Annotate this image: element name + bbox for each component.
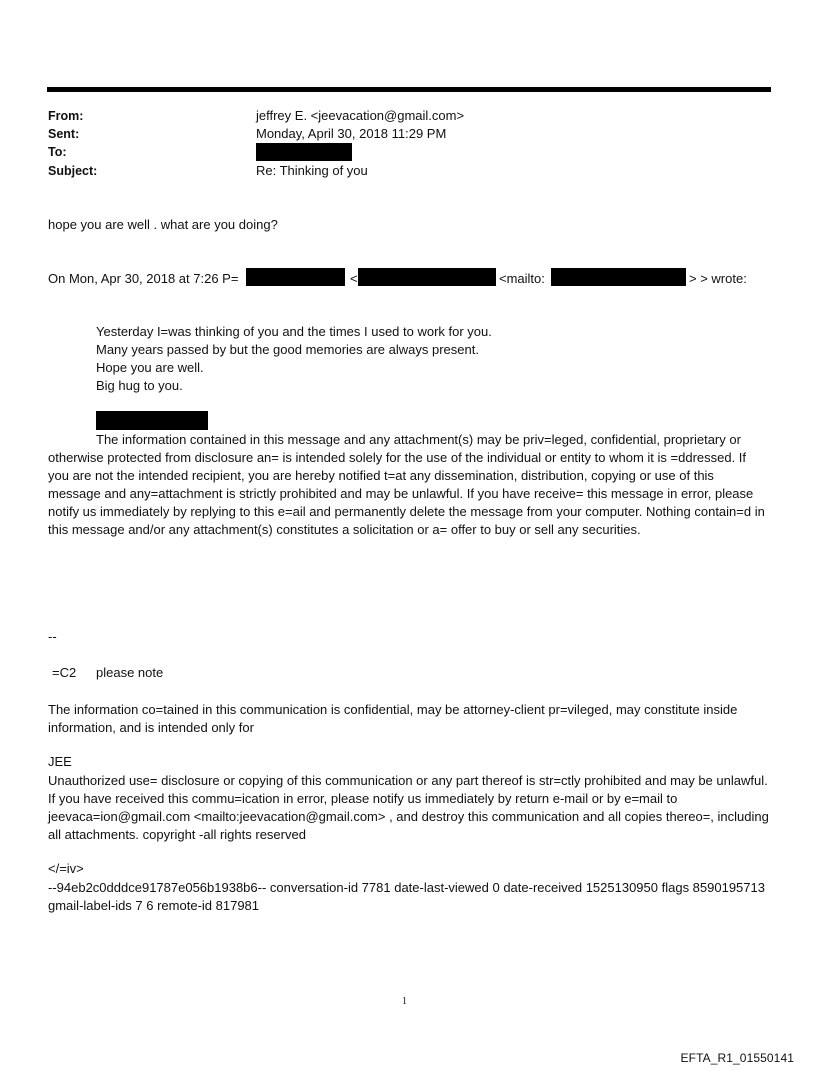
jee-text: JEE: [48, 754, 72, 769]
disclaimer-paragraph: The information contained in this message and any attachment(s) may be priv=leged, confidential, proprietary or otherwise protected from disclosure an= is intended solely for the use of the individual or entity to whom it is =ddressed. If you are not the intended recipient, you are hereby notified t=at any dissemination, distribution, copying or use of this message and any=attachment is strictly prohibited and may be unlawful. If you have receive= this message in error, please notify us immediately by replying to this e=ail and permanently delete the message from your computer. Nothing contain=d in this message and/or any attachment(s) constitutes a solicitation or a= offer to buy or sell any securities.: [48, 432, 765, 537]
quote-intro-prefix: On Mon, Apr 30, 2018 at 7:26 P=: [48, 271, 239, 286]
quoted-line: Many years passed by but the good memories are always present.: [96, 342, 479, 357]
from-label: From:: [48, 109, 84, 123]
sent-label: Sent:: [48, 127, 80, 141]
subject-label: Subject:: [48, 164, 98, 178]
signature-separator: --: [48, 629, 57, 644]
quoted-line: Big hug to you.: [96, 378, 183, 393]
bates-number: EFTA_R1_01550141: [680, 1051, 794, 1065]
quoted-line: Hope you are well.: [96, 360, 204, 375]
sender-email-redaction: [358, 268, 496, 286]
div-close-text: </=iv>: [48, 861, 84, 876]
subject-value: Re: Thinking of you: [256, 163, 368, 178]
quote-intro-lt: <: [350, 271, 358, 286]
quote-intro-suffix: > > wrote:: [689, 271, 747, 286]
unauthorized-use-paragraph: Unauthorized use= disclosure or copying of this communication or any part thereof is str=ctly prohibited and may be unlawful. If you have received this commu=ication in error, please notify us immediately by return e-mail or by e=mail to jeevaca=ion@gmail.com <mailto:jeevacation@gmail.com> , and destroy this communication and all copies thereo=, including all attachments. copyright -all rights reserved: [48, 773, 769, 842]
to-redaction: [256, 143, 352, 161]
message-metadata: --94eb2c0dddce91787e056b1938b6-- conversation-id 7781 date-last-viewed 0 date-received 1525130950 flags 8590195713 gmail-label-ids 7 6 remote-id 817981: [48, 880, 765, 913]
note-code: =C2: [52, 665, 77, 680]
reply-text: hope you are well . what are you doing?: [48, 217, 278, 232]
sender-name-redaction: [246, 268, 345, 286]
signature-redaction: [96, 411, 208, 430]
to-label: To:: [48, 145, 67, 159]
sent-value: Monday, April 30, 2018 11:29 PM: [256, 126, 447, 141]
confidentiality-paragraph: The information co=tained in this communication is confidential, may be attorney-client pr=vileged, may constitute inside information, and is intended only for: [48, 702, 738, 735]
header-rule: [47, 87, 771, 92]
quote-intro-mailto: <mailto:: [499, 271, 545, 286]
note-text: please note: [96, 665, 164, 680]
quoted-line: Yesterday I=was thinking of you and the times I used to work for you.: [96, 324, 492, 339]
sender-mailto-redaction: [551, 268, 686, 286]
page-number: 1: [402, 996, 407, 1007]
from-value: jeffrey E. <jeevacation@gmail.com>: [256, 108, 465, 123]
